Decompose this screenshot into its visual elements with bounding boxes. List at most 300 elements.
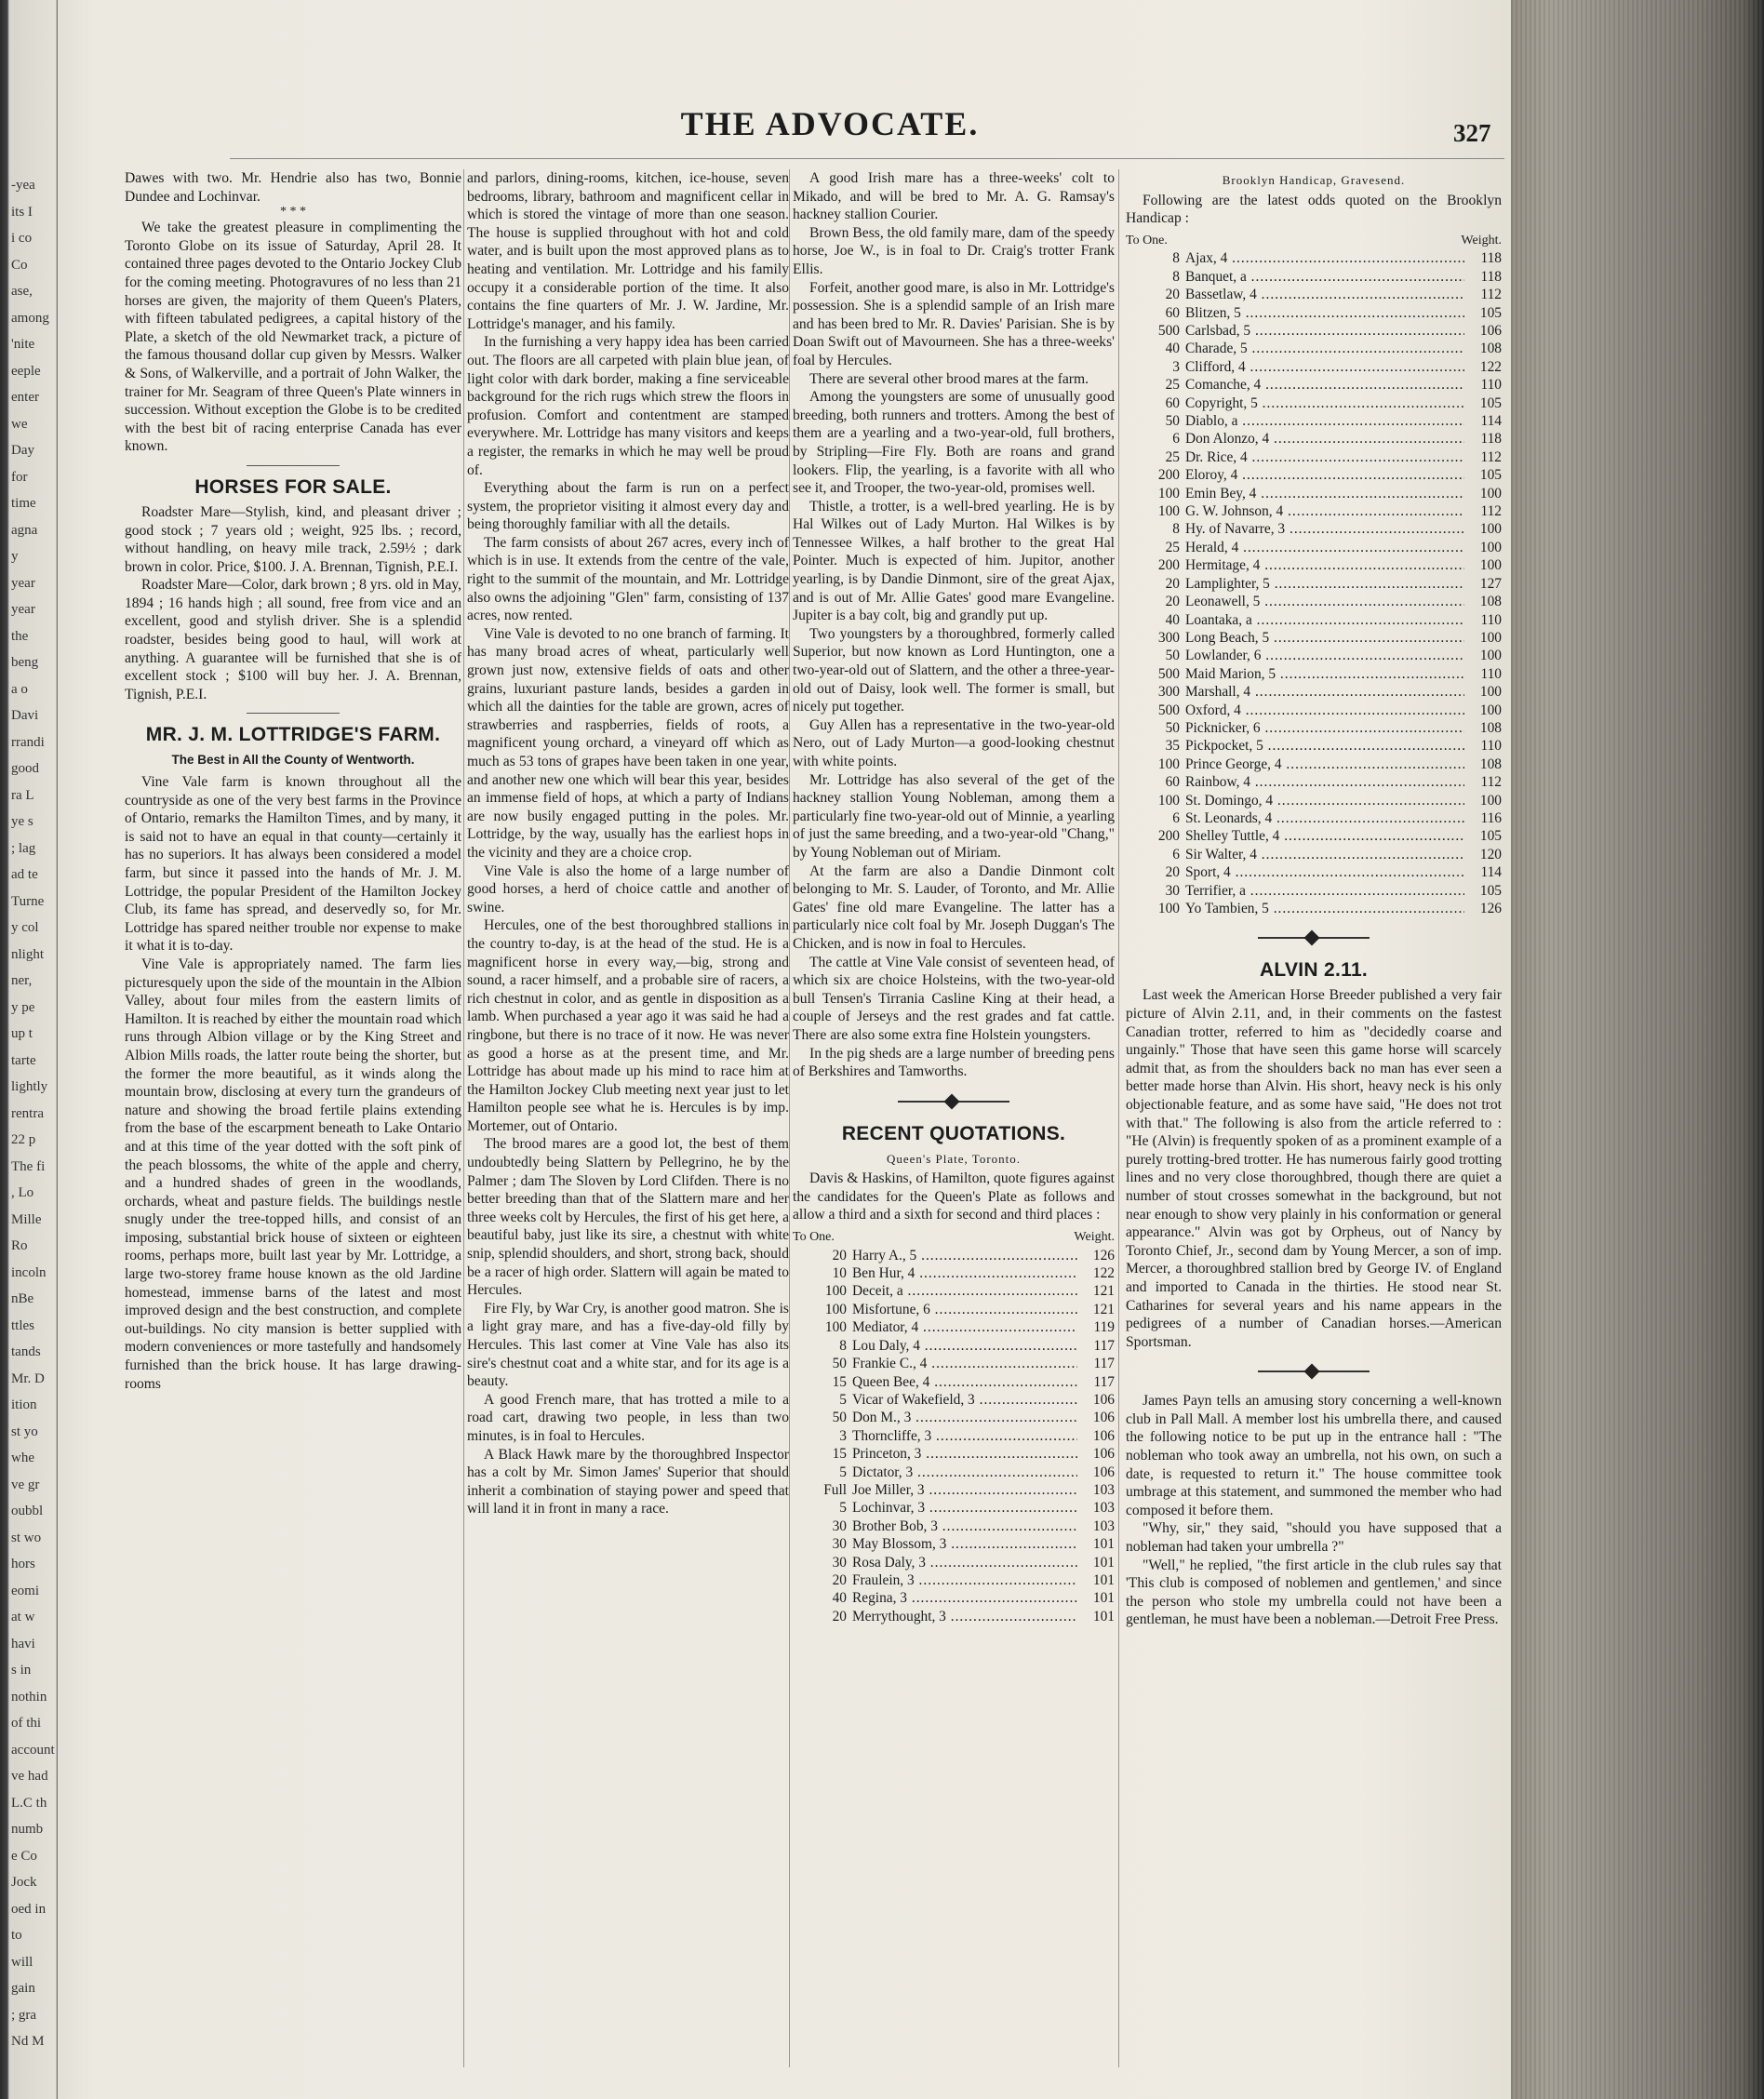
odds-cell: 300	[1157, 684, 1180, 701]
paragraph: Davis & Haskins, of Hamilton, quote figures against the candidates for the Queen's Plate as follows and allow a third and a sixth for second and third places :	[793, 1170, 1115, 1223]
weight-cell: 103	[1092, 1500, 1115, 1517]
odds-cell: 200	[1157, 828, 1180, 845]
fragment-text: the	[11, 628, 29, 644]
brooklyn-handicap-odds-table	[1126, 249, 1502, 917]
horse-name-cell: Misfortune, 6 .....	[852, 1301, 1077, 1318]
paragraph: Forfeit, another good mare, is also in Mr. Lottridge's possession. She is a splendid sample of an Irish mare and has been bred to Mr. R. Davies' Parisian. She is by Doan Swift out of Mavourneen. She has a three-weeks' foal by Hercules.	[793, 279, 1115, 368]
fragment-text: numb	[11, 1822, 44, 1837]
horse-name-cell: Rainbow, 4 .....	[1185, 773, 1464, 791]
odds-cell: 50	[1165, 648, 1180, 664]
paragraph: In the pig sheds are a large number of breeding pens of Berkshires and Tamworths.	[793, 1045, 1115, 1080]
paragraph: James Payn tells an amusing story concerning a well-known club in Pall Mall. A member lost his umbrella there, and caused the following notice to be put up in the entrance hall : "The nobleman who took away an umbrella, not his own, on such a date, is requested to return it." The house committee took umbrage at this statement, and summoned the member who had composed it before them.	[1126, 1393, 1502, 1518]
fragment-text: ye s	[11, 814, 33, 829]
fragment-text: at w	[11, 1610, 35, 1624]
table-row	[793, 1427, 1115, 1445]
fragment-text: of thi	[11, 1716, 42, 1731]
table-row	[1126, 358, 1502, 376]
weight-cell: 101	[1092, 1536, 1115, 1553]
fragment-text: ra L	[11, 787, 34, 803]
fragment-text: year	[11, 602, 35, 617]
odds-cell: 20	[832, 1571, 847, 1588]
fragment-text: nlight	[11, 946, 45, 962]
odds-cell: 20	[1165, 575, 1180, 592]
paragraph: There are several other brood mares at the farm.	[809, 370, 1089, 387]
fragment-text: lightly	[11, 1079, 48, 1094]
fragment-text: beng	[11, 655, 39, 670]
weight-cell: 110	[1480, 377, 1502, 394]
column-rule	[789, 169, 790, 2067]
odds-cell: 30	[832, 1517, 847, 1534]
table-row	[1126, 755, 1502, 773]
horse-name-cell: Sir Walter, 4 .....	[1185, 846, 1464, 863]
table-row	[1126, 882, 1502, 900]
table-row	[793, 1264, 1115, 1282]
horse-name-cell: Emin Bey, 4 .....	[1185, 485, 1464, 502]
page-header-title: THE ADVOCATE.	[680, 105, 980, 142]
fragment-text: Turne	[11, 893, 45, 909]
horse-name-cell: Blitzen, 5 .....	[1185, 304, 1464, 322]
paragraph: Last week the American Horse Breeder published a very fair picture of Alvin 2.11, and, in their comments on the fastest Canadian trotter, referred to him as "decidedly coarse and ungainly." Those that have seen this game horse will scarcely admit that, as from the shoulders back no man has ever seen a better made horse than Alvin. His short, heavy neck is his only objectionable feature, and as some have said, "He does not trot with that." The following is also from the article referred to : "He (Alvin) is frequently spoken of as a prominent example of a purely trotting-bred trotter. He has numerous fairly good trotting lines and no very close thoroughbred, though there are quiet a number of stout crosses somewhat in the background, but not near enough to show very plainly in his conformation or general appearance." Alvin was got by Orpheus, out of Nancy by Toronto Chief, Jr., second dam by Young Mercer, a son of imp. Mercer, a thoroughbred stallion bred by George IV. of England and imported to Canada in the thirties. He stood near St. Catharines for several years and his name appears in the pedigrees of a number of Canadian horses.—American Sportsman.	[1126, 987, 1502, 1350]
weight-cell: 106	[1092, 1391, 1115, 1408]
table-row	[793, 1517, 1115, 1535]
fragment-text: i co	[11, 231, 33, 246]
odds-cell: 8	[1172, 521, 1180, 538]
fragment-text: Ro	[11, 1238, 28, 1253]
table-row	[793, 1481, 1115, 1499]
odds-cell: 100	[1157, 901, 1180, 916]
paragraph: Vine Vale is appropriately named. The farm lies picturesquely upon the side of the mountain in the Albion Valley, about four miles from the eastern limits of Hamilton. It is reached by either the mountain road which runs through Albion village or by the King Street and Albion Mills roads, the latter route being the shorter, but the former the more beautiful, as it winds along the mountain brow, disclosing at every turn the grandeurs of nature and showing the broad fertile plains extending from the base of the escarpment beneath to Lake Ontario and at this time of the year dotted with the soft pink of the peach blossoms, the white of the apple and cherry, and a hundred shades of green in the woodlands, orchards, wheat and pasture fields. The buildings nestle snugly under the tree-topped hills, and consist of an imposing, substantial brick house of sixteen or eighteen rooms, perhaps more, built last year by Mr. Lottridge, a large two-storey frame house known as the old Jardine homestead, immense barns of the latest and most improved design and the best construction, and complete out-buildings. No city mansion is better supplied with modern conveniences or more tastefully and handsomely furnished than the brick house. It has large drawing-rooms	[125, 956, 461, 1392]
table-row	[1126, 394, 1502, 412]
heading-alvin: ALVIN 2.11.	[1259, 959, 1369, 982]
fragment-text: oed in	[11, 1901, 47, 1917]
fragment-text: nBe	[11, 1291, 34, 1306]
weight-cell: 105	[1479, 467, 1502, 484]
paragraph: Vine Vale is also the home of a large number of good horses, a herd of choice cattle and another of swine.	[467, 862, 789, 916]
table-row	[1126, 430, 1502, 448]
horse-name-cell: Yo Tambien, 5 .....	[1185, 900, 1464, 917]
column-1	[125, 169, 461, 1393]
fragment-text: , Lo	[11, 1185, 34, 1200]
weight-cell: 127	[1479, 575, 1502, 592]
fragment-text: eeple	[11, 363, 41, 379]
fragment-text: s in	[11, 1663, 32, 1678]
weight-cell: 100	[1479, 539, 1502, 555]
weight-cell: 100	[1479, 485, 1502, 501]
fragment-text: nothin	[11, 1689, 47, 1705]
odds-cell: 500	[1157, 665, 1180, 682]
weight-cell: 100	[1479, 521, 1502, 538]
table-row	[1126, 737, 1502, 755]
weight-cell: 110	[1480, 611, 1502, 628]
paragraph: Fire Fly, by War Cry, is another good matron. She is a light gray mare, and has a five-day-old filly by Hercules. This last comer at Vine Vale has also its sire's chestnut coat and a white star, and for its age is a beauty.	[467, 1300, 789, 1390]
weight-cell: 121	[1092, 1301, 1115, 1317]
weight-cell: 114	[1480, 864, 1502, 881]
table-row	[1126, 863, 1502, 881]
weight-cell: 114	[1480, 413, 1502, 430]
weight-cell: 117	[1093, 1356, 1115, 1372]
newspaper-page	[58, 0, 1511, 2099]
fragment-text: Nd M	[11, 2034, 45, 2049]
divider	[247, 465, 340, 466]
fragment-text: ase,	[11, 284, 33, 299]
fragment-text: The fi	[11, 1158, 46, 1174]
horse-name-cell: Thorncliffe, 3 .....	[852, 1427, 1077, 1445]
odds-cell: 100	[1157, 755, 1180, 772]
horse-name-cell: Banquet, a .....	[1185, 268, 1464, 286]
fragment-text: y	[11, 549, 19, 564]
odds-cell: 15	[832, 1446, 847, 1463]
fragment-text: year	[11, 575, 35, 591]
horse-name-cell: Frankie C., 4 .....	[852, 1355, 1077, 1372]
odds-cell: 5	[839, 1391, 847, 1408]
weight-cell: 100	[1479, 648, 1502, 664]
table-row	[1126, 846, 1502, 863]
paragraph: Dawes with two. Mr. Hendrie also has two, Bonnie Dundee and Lochinvar.	[125, 170, 461, 205]
table-row	[1126, 773, 1502, 791]
fragment-text: Mr. D	[11, 1370, 45, 1386]
odds-cell: 5	[839, 1500, 847, 1517]
horse-name-cell: Lowlander, 6 .....	[1185, 647, 1464, 664]
queens-plate-odds-table	[793, 1247, 1115, 1626]
table-row	[793, 1571, 1115, 1589]
horse-name-cell: Leonawell, 5 .....	[1185, 593, 1464, 610]
subheading: Queen's Plate, Toronto.	[886, 1151, 1022, 1166]
odds-cell: 100	[824, 1319, 847, 1336]
horse-name-cell: Prince George, 4 .....	[1185, 755, 1464, 773]
odds-cell: 30	[832, 1536, 847, 1553]
table-row	[1126, 719, 1502, 737]
fragment-text: among	[11, 310, 49, 326]
table-row	[1126, 539, 1502, 556]
odds-cell: 500	[1157, 323, 1180, 339]
header-rule	[230, 158, 1504, 159]
horse-name-cell: St. Domingo, 4 .....	[1185, 792, 1464, 809]
odds-cell: 100	[1157, 792, 1180, 809]
horse-name-cell: Vicar of Wakefield, 3 .....	[852, 1391, 1077, 1409]
paragraph: Vine Vale is devoted to no one branch of farming. It has many broad acres of wheat, particularly well grown just now, extensive fields of oats and other grains, luxuriant pasture lands, besides a garden in which all the dainties for the table are grown, acres of strawberries and raspberries, fields of roots, a magnificent young orchard, a vineyard off which as much as 53 tons of grapes have been taken in one year, and another new one which will bear this year, besides an immense field of hops, at which a party of Indians are now busily engaged putting in the poles. Mr. Lottridge, by the way, usually has the earliest hops in the vicinity and they are a choice crop.	[467, 625, 789, 861]
odds-cell: 60	[1165, 774, 1180, 791]
weight-cell: 105	[1479, 394, 1502, 411]
horse-name-cell: Rosa Daly, 3 .....	[852, 1554, 1077, 1571]
fragment-text: ad te	[11, 867, 38, 882]
horse-name-cell: Hy. of Navarre, 3 .....	[1185, 520, 1464, 538]
horse-name-cell: Pickpocket, 5 .....	[1185, 737, 1464, 755]
fragment-text: eomi	[11, 1583, 39, 1598]
table-row	[1126, 376, 1502, 394]
odds-cell: 40	[832, 1590, 847, 1607]
column-header: Weight.	[1074, 1230, 1115, 1245]
paragraph: The farm consists of about 267 acres, every inch of which is in use. It extends from the centre of the vale, right to the summit of the mountain, and Mr. Lottridge also owns the adjoining "Glen" farm, consisting of 137 acres, now rented.	[467, 534, 789, 624]
column-4	[1126, 169, 1502, 1629]
horse-name-cell: Bassetlaw, 4 .....	[1185, 286, 1464, 303]
table-row	[1126, 702, 1502, 719]
odds-cell: 8	[839, 1337, 847, 1354]
section-stars: * * *	[280, 205, 306, 220]
odds-cell: 3	[839, 1427, 847, 1444]
odds-cell: 5	[839, 1464, 847, 1480]
heading-horses-for-sale: HORSES FOR SALE.	[194, 475, 392, 498]
paragraph: A Black Hawk mare by the thoroughbred Inspector has a colt by Mr. Simon James' Superior that should inherit a combination of staying power and speed that will land it in front in many a race.	[467, 1446, 789, 1517]
table-row	[1126, 809, 1502, 827]
odds-cell: 300	[1157, 629, 1180, 646]
ornament-divider	[1258, 930, 1370, 945]
odds-cell: 20	[1165, 287, 1180, 303]
table-row	[1126, 792, 1502, 809]
horse-name-cell: Oxford, 4 .....	[1185, 702, 1464, 719]
fragment-text: gain	[11, 1981, 35, 1996]
paragraph: Two youngsters by a thoroughbred, formerly called Superior, but now known as Lord Huntington, one a two-year-old out of Slattern, and the other a three-year-old out of Daisy, look well. The former is small, but nicely put together.	[793, 625, 1115, 715]
horse-name-cell: Long Beach, 5 .....	[1185, 629, 1464, 647]
odds-cell: 500	[1157, 702, 1180, 718]
book-page-edges	[1511, 0, 1764, 2099]
weight-cell: 100	[1479, 629, 1502, 646]
table-row	[793, 1499, 1115, 1517]
weight-cell: 100	[1479, 792, 1502, 809]
odds-cell: 20	[832, 1608, 847, 1624]
table-row	[793, 1282, 1115, 1300]
weight-cell: 106	[1092, 1410, 1115, 1426]
fragment-text: hors	[11, 1557, 35, 1571]
heading-lottridge-farm: MR. J. M. LOTTRIDGE'S FARM.	[145, 724, 441, 746]
paragraph: Everything about the farm is run on a perfect system, the proprietor visiting it almost every day and being thoroughly familiar with all the details.	[467, 480, 789, 533]
paragraph: At the farm are also a Dandie Dinmont colt belonging to Mr. S. Lauder, of Toronto, and Mr. Allie Gates' fine old mare Evangeline. The latter has a particularly nice colt foal by Mr. Joseph Duggan's The Chicken, and is now in foal to Hercules.	[793, 862, 1115, 952]
odds-cell: 8	[1172, 268, 1180, 285]
weight-cell: 118	[1480, 250, 1502, 267]
column-rule	[1118, 169, 1119, 2067]
odds-cell: 50	[832, 1356, 847, 1372]
odds-cell: 3	[1172, 358, 1180, 375]
fragment-text: for	[11, 469, 28, 485]
fragment-text: tarte	[11, 1052, 36, 1068]
odds-cell: 8	[1172, 250, 1180, 267]
table-row	[793, 1355, 1115, 1372]
horse-name-cell: Comanche, 4 .....	[1185, 376, 1464, 394]
fragment-text: up t	[11, 1026, 33, 1041]
weight-cell: 126	[1479, 901, 1502, 916]
horse-name-cell: Loantaka, a .....	[1185, 611, 1464, 629]
horse-name-cell: Picknicker, 6 .....	[1185, 719, 1464, 737]
weight-cell: 106	[1092, 1427, 1115, 1444]
table-row	[1126, 611, 1502, 629]
horse-name-cell: Copyright, 5 .....	[1185, 394, 1464, 412]
horse-name-cell: G. W. Johnson, 4 .....	[1185, 502, 1464, 520]
table-row	[1126, 900, 1502, 917]
table-row	[793, 1535, 1115, 1553]
weight-cell: 101	[1092, 1590, 1115, 1607]
table-row	[1126, 466, 1502, 484]
odds-cell: 10	[832, 1265, 847, 1282]
table-row	[1126, 665, 1502, 683]
table-row	[793, 1337, 1115, 1355]
horse-name-cell: Ben Hur, 4 .....	[852, 1264, 1077, 1282]
odds-cell: 40	[1165, 611, 1180, 628]
horse-name-cell: Queen Bee, 4 .....	[852, 1373, 1077, 1391]
weight-cell: 119	[1093, 1319, 1115, 1336]
paragraph: Among the youngsters are some of unusually good breeding, both runners and trotters. Among the best of them are a yearling and a two-year-old, full brothers, by Stripling—Fire Fly. Both are roans and grand lookers. Flip, the yearling, is a favorite with all who see it, and Trooper, the two-year-old, promises well.	[793, 389, 1115, 497]
paragraph: Roadster Mare—Stylish, kind, and pleasant driver ; good stock ; 7 years old ; weight, 925 lbs. ; record, without handling, on heavy mile track, 2.59½ ; dark brown in color. Price, $100. J. A. Brennan, Tignish, P.E.I.	[125, 503, 461, 575]
table-row	[793, 1608, 1115, 1625]
weight-cell: 122	[1092, 1265, 1115, 1282]
column-rule	[463, 169, 464, 2067]
table-row	[1126, 485, 1502, 502]
subheading: Brooklyn Handicap, Gravesend.	[1222, 173, 1406, 187]
table-row	[1126, 340, 1502, 357]
fragment-text: enter	[11, 390, 39, 405]
horse-name-cell: Brother Bob, 3 .....	[852, 1517, 1077, 1535]
horse-name-cell: Joe Miller, 3 .....	[852, 1481, 1077, 1499]
odds-cell: 6	[1172, 431, 1180, 448]
odds-cell: 6	[1172, 809, 1180, 826]
table-row	[1126, 502, 1502, 520]
weight-cell: 100	[1479, 557, 1502, 574]
horse-name-cell: Lamplighter, 5 .....	[1185, 575, 1464, 593]
table-row	[793, 1554, 1115, 1571]
horse-name-cell: Eloroy, 4 .....	[1185, 466, 1464, 484]
paragraph: Guy Allen has a representative in the two-year-old Nero, out of Lady Murton—a good-looking chestnut with white points.	[793, 716, 1115, 769]
paragraph: Hercules, one of the best thoroughbred stallions in the country to-day, is at the head of the stud. He is a magnificent horse in every way,—big, strong and sound, a racer himself, and a probable sire of racers, a rich chestnut in color, and as gentle in disposition as a lamb. When purchased a year ago it was said he had a ringbone, but there is no trace of it now. He was never as good a horse as at the present time, and Mr. Lottridge has about made up his mind to race him at the Hamilton Jockey Club meeting next year just to let Hamilton people see what he is. Hercules is by imp. Mortemer, out of Ontario.	[467, 917, 789, 1134]
weight-cell: 103	[1092, 1481, 1115, 1498]
table-row	[1126, 304, 1502, 322]
column-3	[793, 169, 1115, 1625]
weight-cell: 117	[1093, 1337, 1115, 1354]
horse-name-cell: Herald, 4 .....	[1185, 539, 1464, 556]
column-header: To One.	[793, 1230, 835, 1245]
horse-name-cell: Fraulein, 3 .....	[852, 1571, 1077, 1589]
fragment-text: whe	[11, 1451, 34, 1465]
horse-name-cell: Charade, 5 .....	[1185, 340, 1464, 357]
fragment-text: will	[11, 1954, 33, 1970]
odds-cell: Full	[823, 1481, 847, 1498]
weight-cell: 101	[1092, 1571, 1115, 1588]
subheading: The Best in All the County of Wentworth.	[171, 753, 415, 768]
weight-cell: 122	[1479, 358, 1502, 375]
odds-cell: 60	[1165, 394, 1180, 411]
weight-cell: 108	[1479, 755, 1502, 772]
horse-name-cell: Lou Daly, 4 .....	[852, 1337, 1077, 1355]
odds-cell: 30	[1165, 882, 1180, 899]
odds-cell: 25	[1165, 539, 1180, 555]
horse-name-cell: Diablo, a .....	[1185, 412, 1464, 430]
table-row	[1126, 286, 1502, 303]
odds-cell: 60	[1165, 304, 1180, 321]
fragment-text: ve gr	[11, 1477, 40, 1492]
fragment-text: oubbl	[11, 1504, 44, 1518]
horse-name-cell: Sport, 4 .....	[1185, 863, 1464, 881]
heading-recent-quotations: RECENT QUOTATIONS.	[841, 1122, 1066, 1144]
odds-cell: 15	[832, 1373, 847, 1390]
horse-name-cell: Princeton, 3 .....	[852, 1445, 1077, 1463]
fragment-text: Day	[11, 443, 34, 458]
fragment-text: 'nite	[11, 337, 35, 352]
table-row	[793, 1247, 1115, 1264]
weight-cell: 106	[1092, 1464, 1115, 1480]
table-row	[793, 1301, 1115, 1318]
weight-cell: 101	[1092, 1608, 1115, 1624]
weight-cell: 116	[1480, 809, 1502, 826]
table-row	[1126, 683, 1502, 701]
weight-cell: 108	[1479, 341, 1502, 357]
fragment-text: its I	[11, 204, 33, 220]
paragraph: Thistle, a trotter, is a well-bred yearling. He is by Hal Wilkes out of Lady Murton. Hal Wilkes is by Tennessee Wilkes, a half brother to the great Hal Pointer. Much is expected of him. Jupitor, another yearling, is by Dandie Dinmont, sire of the great Ajax, and is out of Mr. Allie Gates' good mare Evangeline. Jupiter is a bay colt, big and grandly put up.	[793, 498, 1115, 624]
fragment-text: -yea	[11, 178, 35, 193]
horse-name-cell: Harry A., 5 .....	[852, 1247, 1077, 1264]
odds-cell: 35	[1165, 738, 1180, 755]
column-header: Weight.	[1461, 233, 1502, 247]
horse-name-cell: Ajax, 4 .....	[1185, 249, 1464, 267]
horse-name-cell: Shelley Tuttle, 4 .....	[1185, 827, 1464, 845]
weight-cell: 105	[1479, 304, 1502, 321]
fragment-text: rentra	[11, 1105, 44, 1121]
fragment-text: ttles	[11, 1317, 34, 1333]
horse-name-cell: Carlsbad, 5 .....	[1185, 322, 1464, 340]
weight-cell: 126	[1092, 1247, 1115, 1263]
weight-cell: 117	[1093, 1373, 1115, 1390]
table-row	[1126, 575, 1502, 593]
paragraph: "Why, sir," they said, "should you have supposed that a nobleman had taken your umbrella ?"	[1126, 1520, 1502, 1556]
odds-cell: 20	[832, 1247, 847, 1263]
horse-name-cell: Mediator, 4 .....	[852, 1318, 1077, 1336]
fragment-text: time	[11, 496, 36, 511]
fragment-text: tands	[11, 1344, 41, 1359]
odds-cell: 100	[1157, 485, 1180, 501]
table-row	[793, 1464, 1115, 1481]
paragraph: A good Irish mare has a three-weeks' colt to Mikado, and will be bred to Mr. A. G. Ramsay's hackney stallion Courier.	[793, 170, 1115, 223]
weight-cell: 106	[1092, 1446, 1115, 1463]
fragment-text: y pe	[11, 999, 35, 1015]
horse-name-cell: Maid Marion, 5 .....	[1185, 665, 1464, 683]
paragraph: Brown Bess, the old family mare, dam of the speedy horse, Joe W., is in foal to Dr. Craig's trotter Frank Ellis.	[793, 224, 1115, 277]
table-row	[1126, 520, 1502, 538]
horse-name-cell: St. Leonards, 4 .....	[1185, 809, 1464, 827]
fragment-text: ner,	[11, 973, 33, 988]
adjacent-page-fragment	[0, 0, 58, 2099]
odds-table-header	[793, 1228, 1115, 1247]
fragment-text: st yo	[11, 1424, 38, 1439]
table-row	[793, 1589, 1115, 1607]
fragment-text: to	[11, 1928, 22, 1943]
horse-name-cell: Merrythought, 3 .....	[852, 1608, 1077, 1625]
odds-cell: 25	[1165, 377, 1180, 394]
table-row	[1126, 412, 1502, 430]
fragment-text: Co	[11, 257, 28, 273]
fragment-text: Davi	[11, 708, 39, 723]
fragment-text: we	[11, 416, 28, 432]
table-row	[1126, 593, 1502, 610]
weight-cell: 100	[1479, 684, 1502, 701]
fragment-text: y col	[11, 920, 39, 935]
fragment-text: ve had	[11, 1769, 48, 1784]
fragment-text: ; lag	[11, 840, 36, 856]
weight-cell: 108	[1479, 594, 1502, 610]
paragraph: Mr. Lottridge has also several of the get of the hackney stallion Young Nobleman, among them a particularly fine two-year-old out of Minnie, a yearling of just the same breeding, and a two-year-old "Chang," by Young Nobleman out of Miriam.	[793, 771, 1115, 861]
fragment-text: 22 p	[11, 1132, 36, 1147]
horse-name-cell: Deceit, a .....	[852, 1282, 1077, 1300]
horse-name-cell: Clifford, 4 .....	[1185, 358, 1464, 376]
odds-cell: 100	[824, 1283, 847, 1300]
odds-cell: 20	[1165, 864, 1180, 881]
fragment-text: ; gra	[11, 2007, 37, 2023]
odds-cell: 20	[1165, 594, 1180, 610]
paragraph: The brood mares are a good lot, the best of them undoubtedly being Slattern by Pellegrino, he by the Palmer ; dam The Sloven by Lord Clifden. There is no better breeding than that of the Slattern mare and her three weeks colt by Hercules, the first of his get here, a beautiful baby, just like its sire, a chestnut with white snip, splendid shoulders, and short, strong back, should be a racer of high order. Slattern will again be mated to Hercules.	[467, 1136, 789, 1299]
fragment-text: good	[11, 761, 39, 776]
paragraph: "Well," he replied, "the first article in the club rules say that 'This club is composed of noblemen and gentlemen,' and since the person who stole my umbrella could not have been a gentleman, he must have been a nobleman.—Detroit Free Press.	[1126, 1557, 1502, 1628]
weight-cell: 105	[1479, 882, 1502, 899]
horse-name-cell: Terrifier, a .....	[1185, 882, 1464, 900]
fragment-text: Mille	[11, 1211, 42, 1227]
column-2	[467, 169, 789, 1518]
horse-name-cell: Marshall, 4 .....	[1185, 683, 1464, 701]
table-row	[1126, 647, 1502, 664]
